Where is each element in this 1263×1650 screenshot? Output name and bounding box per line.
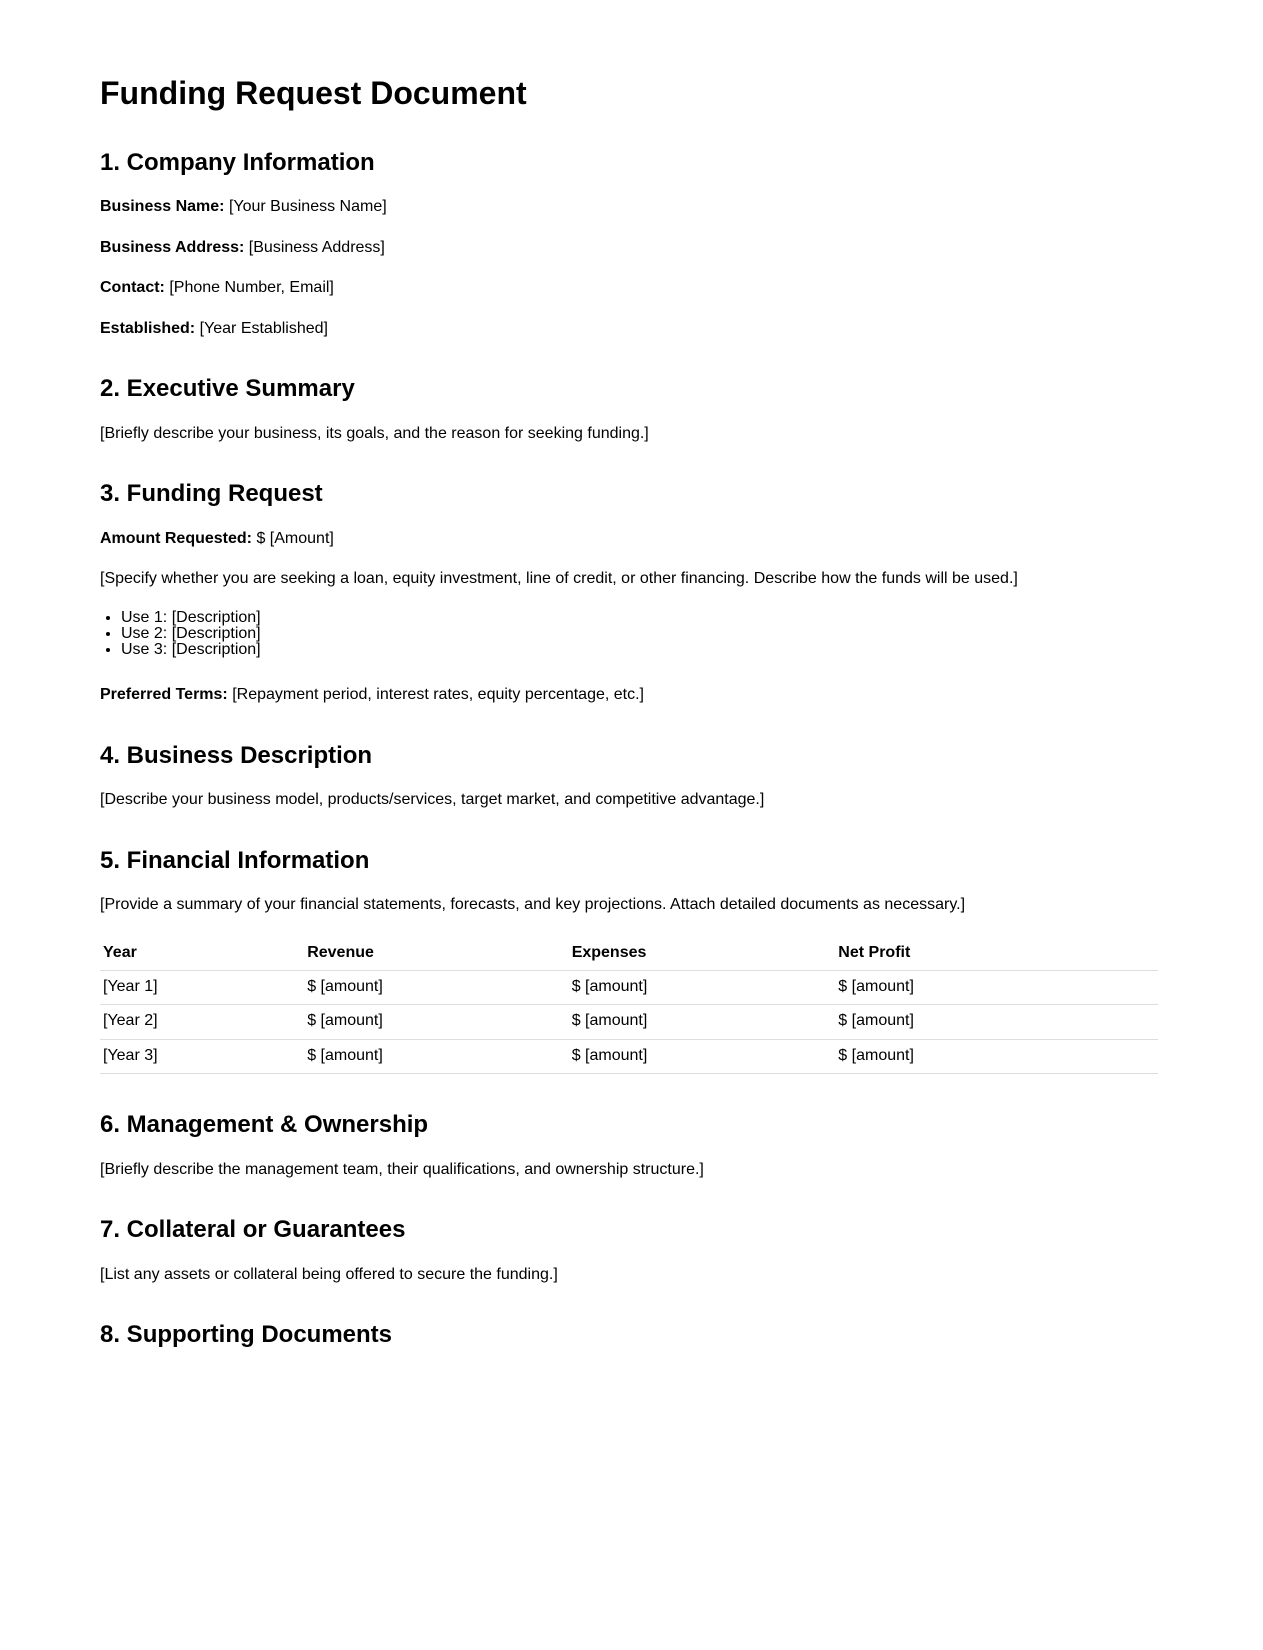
financials-table <box>100 937 1158 1075</box>
field-label: Amount Requested: <box>100 529 252 547</box>
section-body-text: [Briefly describe the management team, their qualifications, and ownership structure.] <box>100 1160 704 1178</box>
section-heading-collateral-guarantees: 7. Collateral or Guarantees <box>100 1216 406 1244</box>
section-collateral-guarantees <box>100 1216 1158 1284</box>
field-label: Preferred Terms: <box>100 686 228 704</box>
section-supporting-documents <box>100 1321 1158 1349</box>
section-body-text: [List any assets or collateral being offered to secure the funding.] <box>100 1265 558 1283</box>
table-cell-year: [Year 3] <box>100 1039 304 1073</box>
table-cell-net-profit: $ [amount] <box>835 1005 1158 1039</box>
field-value: [Repayment period, interest rates, equity percentage, etc.] <box>232 686 644 704</box>
table-cell-revenue: $ [amount] <box>304 971 569 1005</box>
field-value: $ [Amount] <box>256 529 334 547</box>
list-item-use-3: • Use 3: [Description] <box>121 642 1158 658</box>
funding-uses-list <box>100 610 1158 658</box>
table-cell-revenue: $ [amount] <box>304 1005 569 1039</box>
table-cell-year: [Year 2] <box>100 1005 304 1039</box>
table-header-revenue: Revenue <box>304 937 569 971</box>
field-business-name <box>100 198 1158 216</box>
section-body-text: [Specify whether you are seeking a loan, equity investment, line of credit, or other financing. Describe how the funds will be used.] <box>100 569 1018 587</box>
list-item-use-1: • Use 1: [Description] <box>121 610 1158 626</box>
table-cell-net-profit: $ [amount] <box>835 1039 1158 1073</box>
table-cell-expenses: $ [amount] <box>569 1005 836 1039</box>
document-title: Funding Request Document <box>100 75 527 111</box>
table-row <box>100 1005 1158 1039</box>
table-cell-revenue: $ [amount] <box>304 1039 569 1073</box>
table-cell-expenses: $ [amount] <box>569 1039 836 1073</box>
section-heading-company-information: 1. Company Information <box>100 148 375 176</box>
section-management-ownership <box>100 1111 1158 1179</box>
section-funding-request <box>100 480 1158 705</box>
table-header-expenses: Expenses <box>569 937 836 971</box>
field-established <box>100 320 1158 338</box>
field-value: [Your Business Name] <box>228 198 387 216</box>
table-cell-year: [Year 1] <box>100 971 304 1005</box>
field-value: [Year Established] <box>199 319 328 337</box>
section-heading-business-description: 4. Business Description <box>100 741 373 769</box>
field-value: [Phone Number, Email] <box>169 279 334 297</box>
table-row <box>100 1039 1158 1073</box>
field-label: Business Address: <box>100 238 245 256</box>
section-executive-summary <box>100 375 1158 443</box>
field-contact <box>100 279 1158 297</box>
field-value: [Business Address] <box>248 238 385 256</box>
section-financial-information <box>100 847 1158 1075</box>
field-label: Established: <box>100 319 196 337</box>
section-heading-supporting-documents: 8. Supporting Documents <box>100 1321 393 1349</box>
section-company-information <box>100 149 1158 338</box>
table-cell-expenses: $ [amount] <box>569 971 836 1005</box>
field-business-address <box>100 239 1158 257</box>
section-heading-management-ownership: 6. Management & Ownership <box>100 1111 429 1139</box>
table-header-row <box>100 937 1158 971</box>
table-cell-net-profit: $ [amount] <box>835 971 1158 1005</box>
section-body-text: [Describe your business model, products/services, target market, and competitive advantage.] <box>100 791 765 809</box>
section-business-description <box>100 742 1158 810</box>
table-header-year: Year <box>100 937 304 971</box>
section-body-text: [Provide a summary of your financial statements, forecasts, and key projections. Attach detailed documents as necessary.] <box>100 896 966 914</box>
table-row <box>100 971 1158 1005</box>
field-amount-requested <box>100 530 1158 548</box>
field-label: Contact: <box>100 279 165 297</box>
field-preferred-terms <box>100 686 1158 704</box>
field-label: Business Name: <box>100 198 225 216</box>
section-heading-executive-summary: 2. Executive Summary <box>100 374 355 402</box>
section-body-text: [Briefly describe your business, its goals, and the reason for seeking funding.] <box>100 424 649 442</box>
section-heading-funding-request: 3. Funding Request <box>100 479 323 507</box>
section-heading-financial-information: 5. Financial Information <box>100 846 370 874</box>
table-header-net-profit: Net Profit <box>835 937 1158 971</box>
list-item-use-2: • Use 2: [Description] <box>121 626 1158 642</box>
